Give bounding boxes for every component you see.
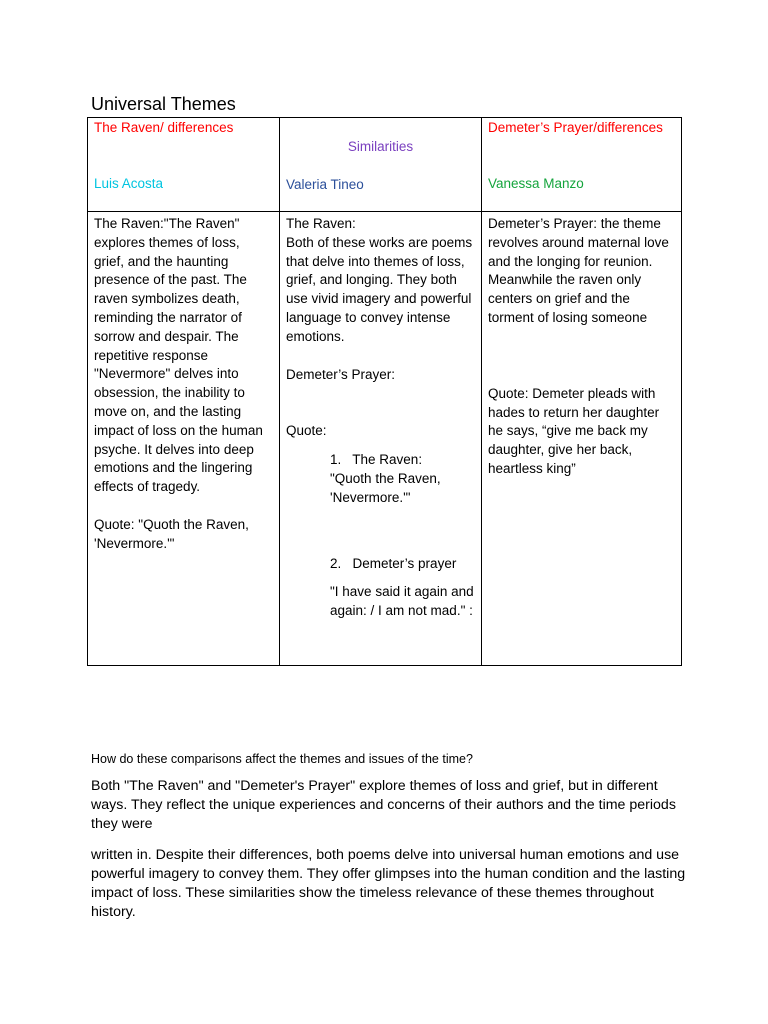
page-title: Universal Themes xyxy=(91,94,236,114)
quote-source-raven: The Raven: xyxy=(352,452,423,468)
quote-list xyxy=(286,451,475,621)
raven-differences-heading: The Raven/ differences xyxy=(94,120,234,135)
author-luis: Luis Acosta xyxy=(94,175,164,191)
similarities-heading: Similarities xyxy=(347,139,414,154)
similarities-quote-label: Quote: xyxy=(286,423,327,439)
header-cell-raven xyxy=(88,118,280,212)
demeter-analysis-text: Demeter’s Prayer: the theme revolves around maternal love and the longing for reunion. Meanwhile the raven only centers on grief and the torment of losing someone xyxy=(488,216,673,325)
raven-quote-text: Quote: "Quoth the Raven, 'Nevermore.'" xyxy=(94,516,253,551)
list-item xyxy=(330,555,475,621)
body-cell-raven xyxy=(88,212,280,666)
answer-paragraph-1: Both "The Raven" and "Demeter's Prayer" explore themes of loss and grief, but in different ways. They reflect the unique experiences and concerns of their authors and the time periods they were xyxy=(91,778,676,832)
demeter-quote-text: Quote: Demeter pleads with hades to return her daughter he says, “give me back my daughter, give her back, heartless king” xyxy=(488,385,663,476)
table-header-row xyxy=(88,118,682,212)
body-cell-similarities xyxy=(280,212,482,666)
comparison-question: How do these comparisons affect the themes and issues of the time? xyxy=(91,752,473,766)
quote-text-demeter: "I have said it again and again: / I am not mad." : xyxy=(330,584,474,619)
demeter-differences-heading: Demeter’s Prayer/differences xyxy=(488,120,663,135)
quote-source-demeter: Demeter’s prayer xyxy=(352,555,457,571)
quote-text-raven: "Quoth the Raven, 'Nevermore.'" xyxy=(330,470,441,505)
header-cell-similarities xyxy=(280,118,482,212)
themes-comparison-table xyxy=(87,117,682,666)
author-valeria: Valeria Tineo xyxy=(286,176,364,192)
list-item xyxy=(330,451,475,507)
answer-paragraph-2: written in. Despite their differences, both poems delve into universal human emotions and use powerful imagery to convey them. They offer glimpses into the human condition and the lasting impact of loss. These similarities show the timeless relevance of these themes throughout history. xyxy=(91,847,686,920)
list-marker: 1. xyxy=(330,452,342,468)
list-marker: 2. xyxy=(330,555,342,571)
author-vanessa: Vanessa Manzo xyxy=(488,175,584,191)
similarities-demeter-label: Demeter’s Prayer: xyxy=(286,366,396,382)
similarities-raven-label: The Raven: xyxy=(286,216,356,231)
header-cell-demeter xyxy=(482,118,682,212)
raven-analysis-text: The Raven:"The Raven" explores themes of loss, grief, and the haunting presence of the past. The raven symbolizes death, reminding the narrator of sorrow and despair. The repetitive response "Nevermore" delves into obsession, the inability to move on, and the lasting impact of loss on the human psyche. It delves into deep emotions and the lingering effects of tragedy. xyxy=(94,216,267,495)
body-cell-demeter xyxy=(482,212,682,666)
table-body-row xyxy=(88,212,682,666)
similarities-analysis-text: Both of these works are poems that delve into themes of loss, grief, and longing. They both use vivid imagery and powerful language to convey intense emotions. xyxy=(286,234,476,344)
